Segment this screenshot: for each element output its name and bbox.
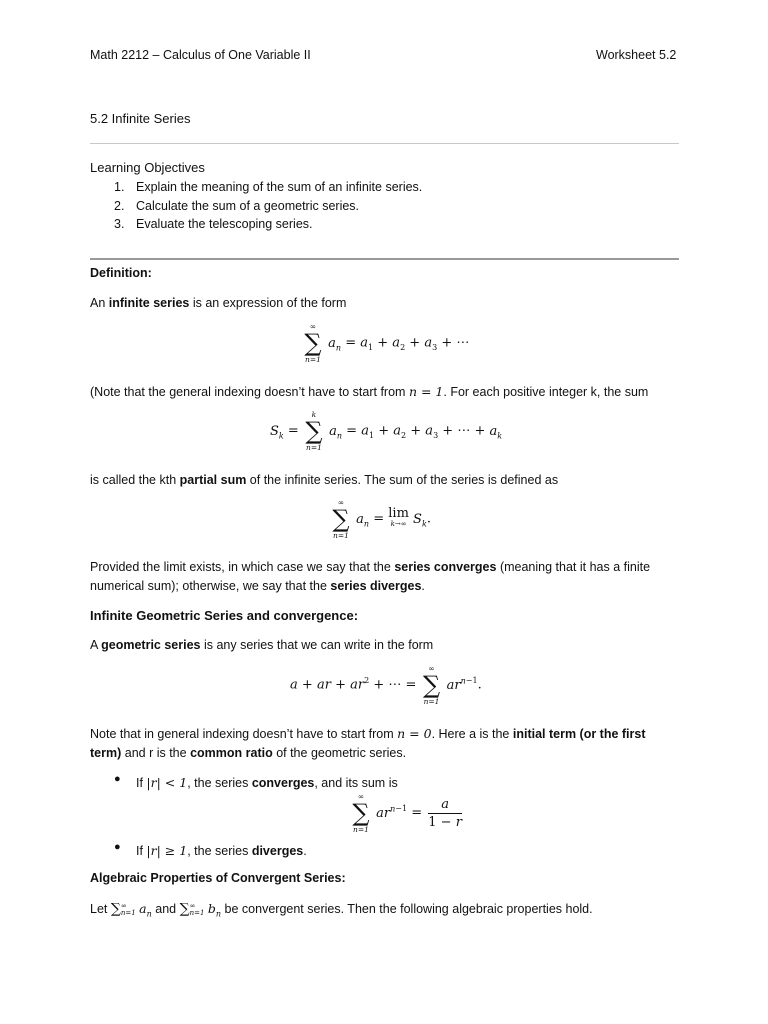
geometric-sum-formula: ∞ ∑ n=1 $ar^{n-1}$ = $\frac{a}{1 - r}$ (352, 792, 462, 834)
objectives-heading: Learning Objectives (90, 160, 205, 175)
objective-item: Calculate the sum of a geometric series. (136, 199, 360, 213)
indexing-note: (Note that the general indexing doesn’t have to start from n = 1. For each positive integer k, the sum (90, 384, 649, 399)
bullet-icon: ● (114, 841, 121, 853)
partial-sum-text: is called the kth partial sum of the infinite series. The sum of the series is defined as (90, 473, 559, 487)
algebraic-heading: Algebraic Properties of Convergent Series: (90, 871, 346, 885)
objective-number: 1. (114, 180, 125, 194)
definition-heading: Definition: (90, 266, 152, 280)
bullet-icon: ● (114, 773, 121, 785)
geometric-intro: A geometric series is any series that we can write in the form (90, 638, 434, 652)
worksheet-label: Worksheet 5.2 (596, 48, 677, 62)
course-title: Math 2212 – Calculus of One Variable II (90, 48, 311, 62)
geometric-note: Note that in general indexing doesn’t have to start from n = 0. Here a is the initial term (or the first term) and r is the common ratio of the geometric series. (90, 726, 646, 760)
objective-number: 2. (114, 199, 125, 213)
convergence-text: Provided the limit exists, in which case we say that the series converges (meaning that it has a finite numerical sum); otherwise, we say that the series diverges. (90, 560, 651, 593)
geometric-series-formula: a + ar + $ar^2$ + ⋯ = ∞ ∑ n=1 $ar^{n-1}$. (290, 664, 482, 706)
geometric-heading: Infinite Geometric Series and convergence: (90, 608, 359, 623)
objective-item: Evaluate the telescoping series. (136, 217, 313, 231)
objective-number: 3. (114, 217, 125, 231)
objective-item: Explain the meaning of the sum of an infinite series. (136, 180, 423, 194)
definition-intro: An infinite series is an expression of the form (90, 296, 347, 310)
section-title: 5.2 Infinite Series (90, 111, 191, 126)
partial-sum-formula: $S_k$ = k ∑ n=1 $a_n = a_1 + a_2 + a_3$ + ⋯ + $a_k$ (270, 410, 503, 452)
algebraic-intro: Let ∑ ∞ n=1 $a_n$ and ∑ ∞ n=1 $b_n$ be convergent series. Then the following algebraic properties hold. (90, 901, 593, 919)
series-formula: ∞ ∑ n=1 $a_n = a_1 + a_2 + a_3$ + ⋯ (304, 322, 470, 364)
divider-top (90, 143, 679, 144)
converges-condition: If |r| < 1, the series converges, and its sum is (136, 775, 398, 790)
diverges-condition: If |r| ≥ 1, the series diverges. (136, 843, 307, 858)
limit-formula: ∞ ∑ n=1 $a_n$ = lim k→∞ $S_k$. (332, 498, 431, 540)
divider-objectives (90, 258, 679, 260)
